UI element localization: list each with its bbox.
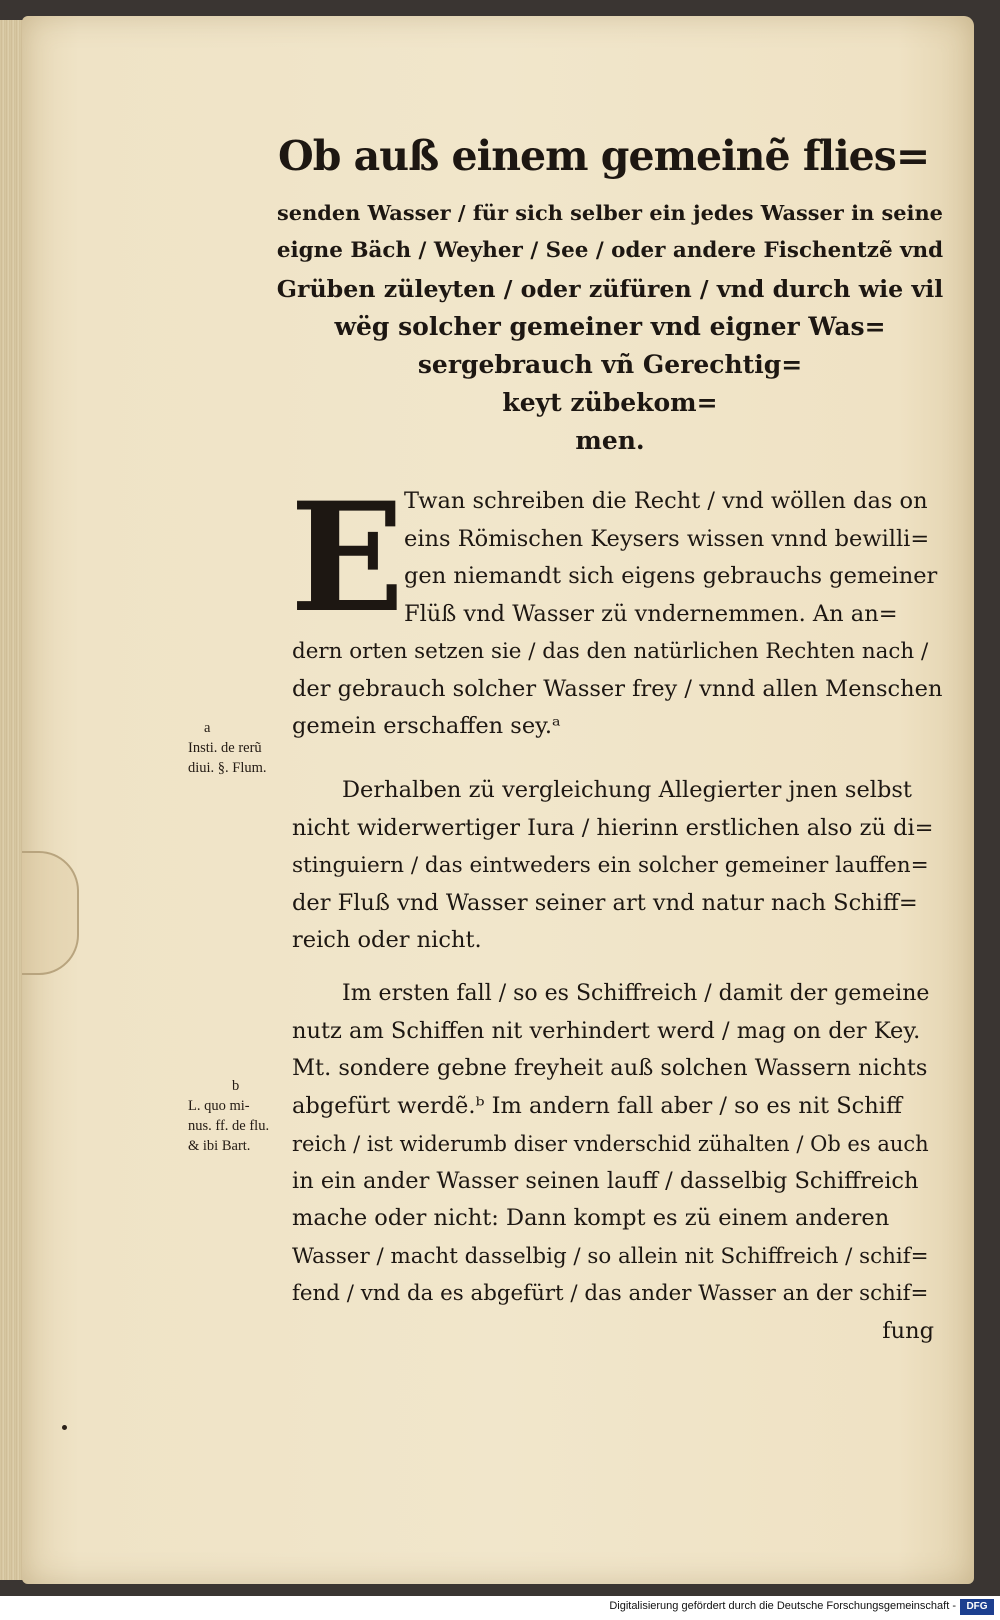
heading-line: wëg solcher gemeiner vnd eigner Was= <box>334 312 886 341</box>
text-line: abgefürt werdẽ.ᵇ Im andern fall aber / so es nit Schiff <box>292 1092 902 1119</box>
text-line: der gebrauch solcher Wasser frey / vnnd allen Menschen <box>292 675 942 702</box>
text-line: Flüß vnd Wasser zü vndernemmen. An an= <box>404 600 898 627</box>
note-line: L. quo mi- <box>188 1098 250 1114</box>
heading-line: sergebrauch vñ Gerechtig= <box>417 350 803 379</box>
note-marker: b <box>232 1078 240 1094</box>
margin-note-a <box>188 718 267 778</box>
catchword: fung <box>882 1317 934 1344</box>
heading-line: Grüben züleyten / oder züfüren / vnd durch wie vil <box>276 275 944 303</box>
page-clip-mark <box>22 851 79 975</box>
heading-line: senden Wasser / für sich selber ein jedes Wasser in seine <box>277 200 943 225</box>
heading-line: men. <box>575 426 645 455</box>
heading-line: keyt zübekom= <box>502 388 718 417</box>
footer-bar <box>0 1596 1000 1620</box>
text-line: fend / vnd da es abgefürt / das ander Wasser an der schif= <box>292 1281 929 1306</box>
text-line: reich oder nicht. <box>292 927 482 953</box>
text-line: eins Römischen Keysers wissen vnnd bewilli= <box>404 525 930 552</box>
dfg-logo: DFG <box>960 1599 994 1615</box>
text-line: Twan schreiben die Recht / vnd wöllen das on <box>404 488 928 514</box>
funding-credit: Digitalisierung gefördert durch die Deutsche Forschungsgemeinschaft - <box>609 1600 956 1612</box>
note-marker: a <box>204 720 211 736</box>
chapter-heading <box>270 118 950 460</box>
text-line: Im ersten fall / so es Schiffreich / damit der gemeine <box>342 981 930 1006</box>
text-line: in ein ander Wasser seinen lauff / dasselbig Schiffreich <box>292 1167 919 1194</box>
note-line: diui. §. Flum. <box>188 760 267 776</box>
text-line: dern orten setzen sie / das den natürlichen Rechten nach / <box>292 639 929 664</box>
text-line: Wasser / macht dasselbig / so allein nit Schiffreich / schif= <box>292 1243 929 1269</box>
text-line: Mt. sondere gebne freyheit auß solchen Wassern nichts <box>292 1055 928 1081</box>
text-line: gen niemandt sich eigens gebrauchs gemeiner <box>404 563 938 589</box>
text-line: stinguiern / das eintweders ein solcher gemeiner lauffen= <box>292 853 929 878</box>
heading-line: eigne Bäch / Weyher / See / oder andere Fischentzẽ vnd <box>276 238 944 263</box>
text-line: der Fluß vnd Wasser seiner art vnd natur nach Schiff= <box>292 889 918 916</box>
ink-dot <box>62 1425 67 1430</box>
text-line: mache oder nicht: Dann kompt es zü einem anderen <box>292 1205 890 1231</box>
note-line: Insti. de rerũ <box>188 740 262 756</box>
paragraph-1 <box>290 470 942 746</box>
text-line: reich / ist widerumb diser vnderschid zühalten / Ob es auch <box>292 1131 929 1156</box>
drop-cap-initial: E <box>290 470 405 646</box>
text-line: nicht widerwertiger Iura / hierinn erstlichen also zü di= <box>292 814 934 841</box>
text-line: Derhalben zü vergleichung Allegierter jnen selbst <box>342 777 912 803</box>
note-line: & ibi Bart. <box>188 1138 251 1154</box>
margin-note-b <box>188 1076 269 1156</box>
text-line: gemein erschaffen sey.ᵃ <box>292 713 561 739</box>
paragraph-3 <box>292 975 942 1350</box>
text-line: nutz am Schiffen nit verhindert werd / mag on der Key. <box>292 1017 921 1044</box>
paragraph-2 <box>292 772 942 960</box>
note-line: nus. ff. de flu. <box>188 1118 270 1134</box>
heading-line-first: Ob auß einem gemeinẽ flies= <box>278 131 930 180</box>
